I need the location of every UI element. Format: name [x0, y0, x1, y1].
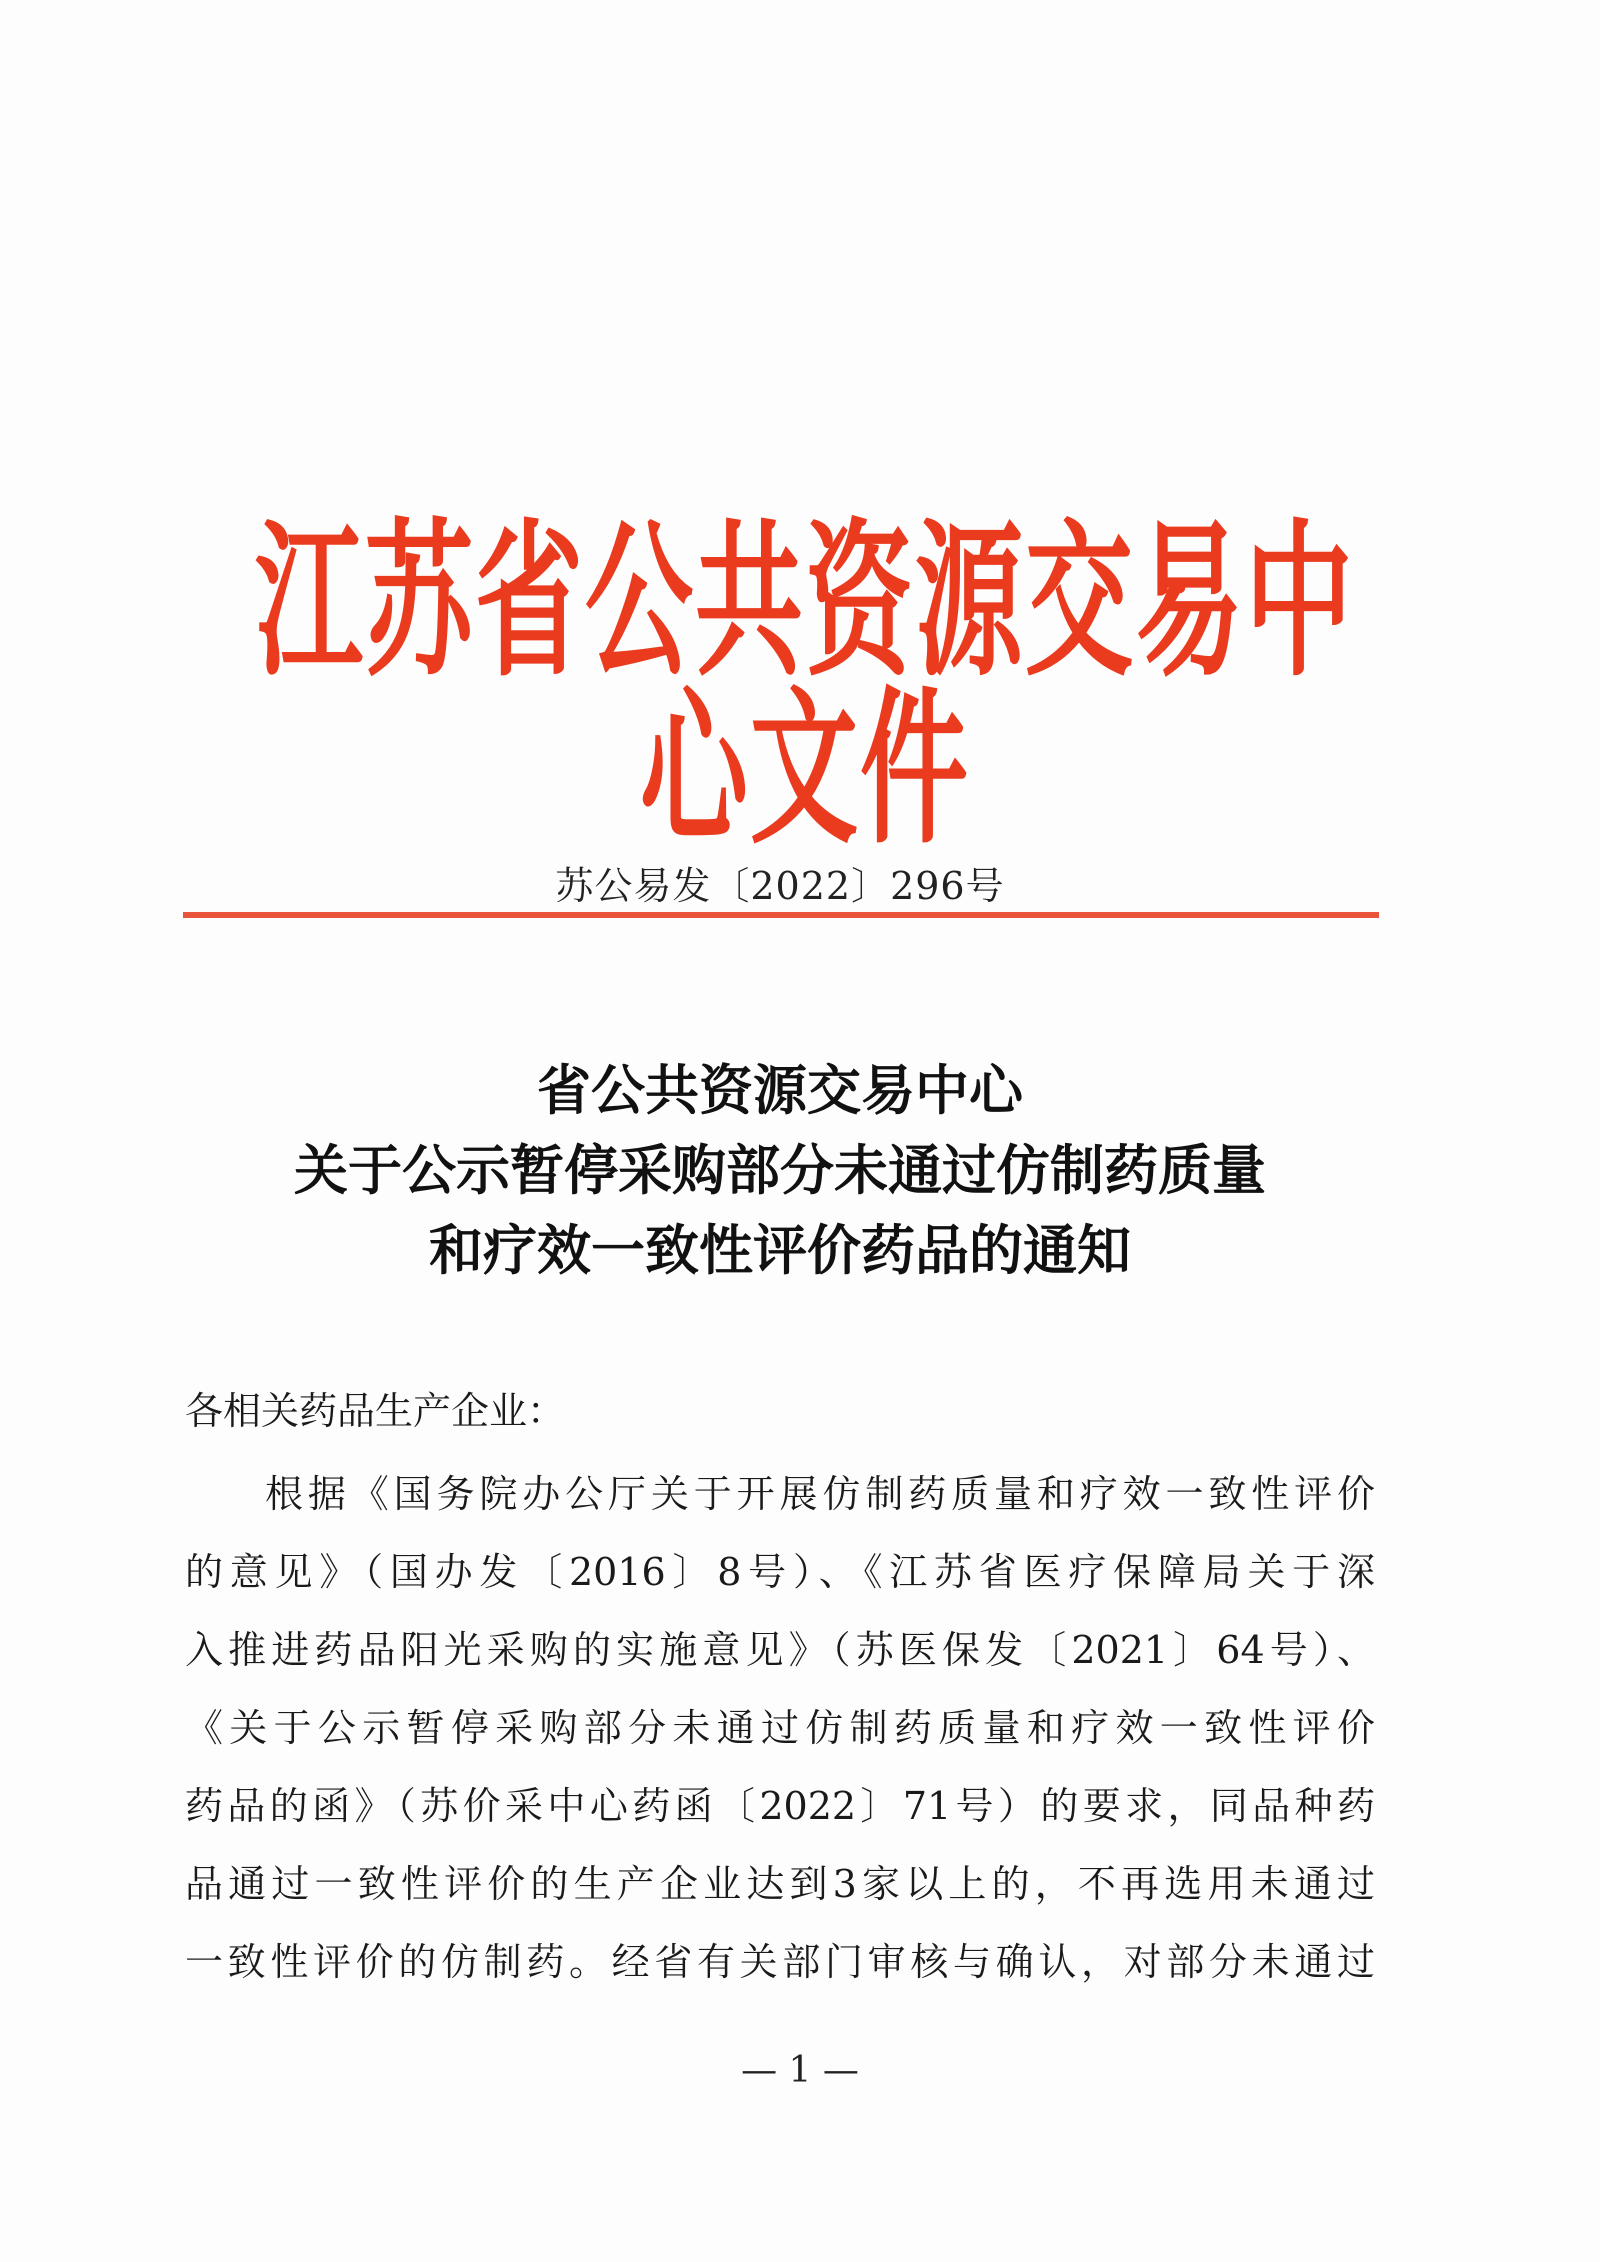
body-line: 入推进药品阳光采购的实施意见》（苏医保发〔2021〕64号）、 [185, 1628, 1375, 1672]
salutation: 各相关药品生产企业： [185, 1389, 566, 1433]
body-paragraph [185, 1455, 1375, 2001]
document-title [180, 1050, 1380, 1290]
body-line: 药品的函》（苏价采中心药函〔2022〕71号）的要求，同品种药 [185, 1784, 1375, 1828]
red-divider-rule [183, 912, 1379, 918]
body-line: 的意见》（国办发〔2016〕8号）、《江苏省医疗保障局关于深 [185, 1550, 1375, 1594]
body-line: 根据《国务院办公厅关于开展仿制药质量和疗效一致性评价 [265, 1472, 1375, 1516]
document-number: 苏公易发〔2022〕296号 [555, 864, 1005, 908]
page-number: — 1 — [741, 2050, 859, 2091]
document-title-line: 关于公示暂停采购部分未通过仿制药质量 [294, 1138, 1266, 1202]
document-title-line: 和疗效一致性评价药品的通知 [429, 1218, 1131, 1282]
body-line: 品通过一致性评价的生产企业达到3家以上的，不再选用未通过 [185, 1862, 1375, 1906]
document-title-line: 省公共资源交易中心 [537, 1058, 1023, 1122]
body-line: 一致性评价的仿制药。经省有关部门审核与确认，对部分未通过 [185, 1940, 1375, 1984]
body-line: 《关于公示暂停采购部分未通过仿制药质量和疗效一致性评价 [185, 1706, 1375, 1750]
red-letterhead-title: 江苏省公共资源交易中心文件 [254, 506, 1355, 868]
